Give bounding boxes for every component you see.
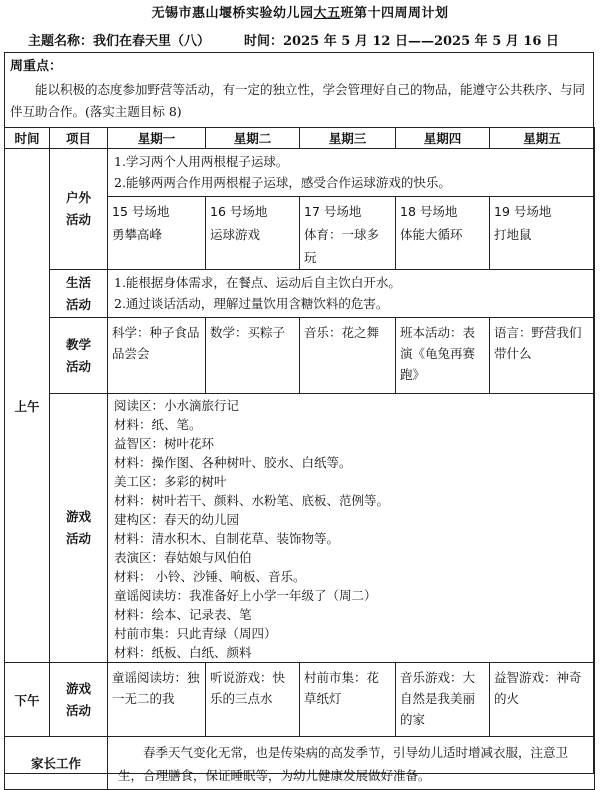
games-am-line: 材料：清水积木、自制花草、装饰物等。 — [114, 531, 340, 546]
teaching-thu: 班本活动：表演《龟兔再赛跑》 — [396, 318, 490, 394]
games-am-line: 童谣阅读坊：我准备好上小学一年级了（周二） — [114, 588, 377, 603]
col-header-fri: 星期五 — [490, 128, 595, 149]
home-work-label: 家长工作 — [5, 737, 108, 790]
outdoor-wed: 17 号场地 体育：一球多玩 — [300, 197, 396, 270]
outdoor-thu: 18 号场地 体能大循环 — [396, 197, 490, 270]
games-am-line: 表演区：春姑娘与风伯伯 — [114, 550, 252, 565]
games-pm-mon: 童谣阅读坊：独一无二的我 — [108, 663, 206, 737]
outdoor-tue: 16 号场地 运球游戏 — [206, 197, 300, 270]
games-pm-row — [5, 663, 595, 737]
theme-line — [28, 30, 559, 49]
games-am-line: 材料：纸板、白纸、颜料 — [114, 645, 252, 660]
games-am-line: 建构区：春天的幼儿园 — [114, 512, 240, 527]
outdoor-label: 户外 活动 — [50, 149, 108, 270]
life-lines — [108, 270, 595, 318]
outdoor-goals-row — [5, 149, 595, 197]
col-header-tue: 星期二 — [206, 128, 300, 149]
weekly-plan-table — [4, 127, 595, 790]
games-am-list — [108, 394, 595, 663]
games-am-line: 材料： 小铃、沙锤、响板、音乐。 — [114, 569, 306, 584]
outdoor-fri: 19 号场地 打地鼠 — [490, 197, 595, 270]
class-name: 大五 — [313, 6, 341, 21]
week-focus-text: 能以积极的态度参加野营等活动，有一定的独立性，学会管理好自己的物品，能遵守公共秩序、与同伴互助合作。(落实主题目标 8) — [10, 82, 586, 119]
outdoor-mon: 15 号场地 勇攀高峰 — [108, 197, 206, 270]
morning-label: 上午 — [5, 149, 50, 663]
games-pm-label: 游戏 活动 — [50, 663, 108, 737]
life-line-1: 1.能根据身体需求，在餐点、运动后自主饮白开水。 — [114, 275, 401, 290]
theme-label: 主题名称：我们在春天里（八） — [28, 34, 211, 49]
header-row — [5, 128, 595, 149]
outdoor-goal-2: 2.能够两两合作用两根棍子运球，感受合作运球游戏的快乐。 — [114, 175, 451, 190]
home-work-row — [5, 737, 595, 790]
afternoon-label: 下午 — [5, 663, 50, 737]
week-focus-label: 周重点： — [10, 59, 63, 74]
col-header-wed: 星期三 — [300, 128, 396, 149]
life-line-2: 2.通过谈话活动，理解过量饮用含糖饮料的危害。 — [114, 296, 389, 311]
games-am-line: 益智区：树叶花环 — [114, 436, 215, 451]
col-header-time: 时间 — [5, 128, 50, 149]
games-am-line: 材料：纸、笔。 — [114, 417, 202, 432]
page-title — [0, 2, 600, 21]
games-pm-fri: 益智游戏：神奇的火 — [490, 663, 595, 737]
teaching-tue: 数学：买粽子 — [206, 318, 300, 394]
teaching-wed: 音乐：花之舞 — [300, 318, 396, 394]
col-header-item: 项目 — [50, 128, 108, 149]
teaching-row — [5, 318, 595, 394]
life-label: 生活 活动 — [50, 270, 108, 318]
outdoor-goal-1: 1.学习两个人用两根棍子运球。 — [114, 154, 289, 169]
title-suffix: 班第十四周周计划 — [340, 6, 449, 21]
games-am-label: 游戏 活动 — [50, 394, 108, 663]
games-am-line: 材料：绘本、记录表、笔 — [114, 607, 252, 622]
col-header-thu: 星期四 — [396, 128, 490, 149]
games-am-line: 材料：操作图、各种树叶、胶水、白纸等。 — [114, 455, 352, 470]
life-row — [5, 270, 595, 318]
games-pm-thu: 音乐游戏：大自然是我美丽的家 — [396, 663, 490, 737]
school-name: 无锡市惠山堰桥实验幼儿园 — [151, 6, 314, 21]
col-header-mon: 星期一 — [108, 128, 206, 149]
outdoor-goals — [108, 149, 595, 197]
teaching-fri: 语言：野营我们带什么 — [490, 318, 595, 394]
games-am-row — [5, 394, 595, 663]
games-pm-wed: 村前市集：花草纸灯 — [300, 663, 396, 737]
games-am-line: 美工区：多彩的树叶 — [114, 474, 227, 489]
games-am-line: 材料：树叶若干、颜料、水粉笔、底板、范例等。 — [114, 493, 390, 508]
games-pm-tue: 听说游戏：快乐的三点水 — [206, 663, 300, 737]
teaching-mon: 科学：种子食品品尝会 — [108, 318, 206, 394]
home-work-text: 春季天气变化无常，也是传染病的高发季节，引导幼儿适时增减衣服，注意卫生，合理膳食，保证睡眠等，为幼儿健康发展做好准备。 — [108, 737, 595, 790]
time-label: 时间：2025 年 5 月 12 日——2025 年 5 月 16 日 — [244, 34, 559, 49]
games-am-line: 阅读区：小水滴旅行记 — [114, 398, 240, 413]
games-am-line: 村前市集：只此青绿（周四） — [114, 626, 277, 641]
teaching-label: 教学 活动 — [50, 318, 108, 394]
